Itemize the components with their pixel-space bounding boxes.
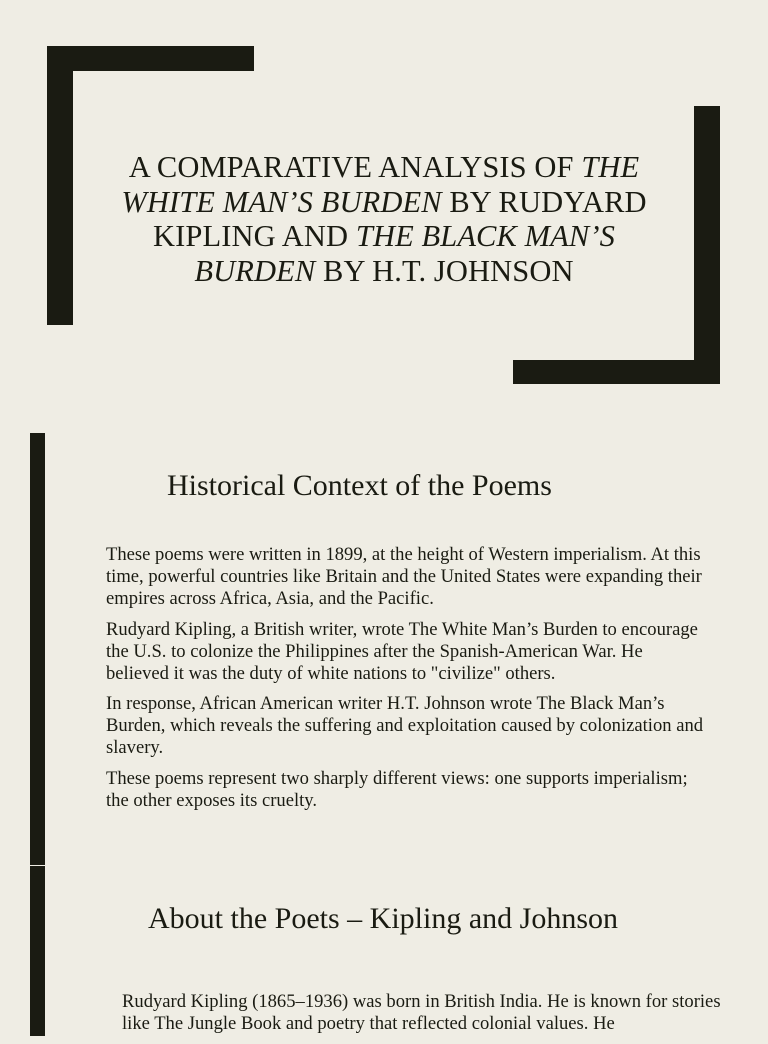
slide3-accent-bar xyxy=(30,866,45,1036)
frame-corner-top-left-vertical xyxy=(47,46,73,325)
slide3-body xyxy=(122,991,722,1044)
frame-corner-bottom-right-horizontal xyxy=(513,360,720,384)
slide2-paragraph: These poems represent two sharply different views: one supports imperialism; the other exposes its cruelty. xyxy=(106,767,688,811)
title-text-part5: BY H.T. JOHNSON xyxy=(315,253,574,288)
title-text-part1: A COMPARATIVE ANALYSIS OF xyxy=(128,150,582,184)
title-poem-johnson: THE BLACK MAN’S BURDEN xyxy=(194,219,615,288)
slide3-paragraph: Rudyard Kipling (1865–1936) was born in British India. He is known for stories like The Jungle Book and poetry that reflected colonial values. He xyxy=(122,991,721,1034)
frame-corner-bottom-right-vertical xyxy=(694,106,720,384)
title-poem-kipling: THE WHITE MAN’S BURDEN xyxy=(121,150,640,219)
slide2-paragraph: These poems were written in 1899, at the height of Western imperialism. At this time, powerful countries like Britain and the United States were expanding their empires across Africa, Asia, and the Pacific. xyxy=(106,544,702,609)
title-text-part3: BY RUDYARD KIPLING AND xyxy=(153,184,647,253)
presentation-title xyxy=(100,150,668,288)
slide3-heading: About the Poets – Kipling and Johnson xyxy=(148,902,618,935)
slide2-paragraph: Rudyard Kipling, a British writer, wrote The White Man’s Burden to encourage the U.S. to colonize the Philippines after the Spanish-American War. He believed it was the duty of white nations to "civilize" others. xyxy=(106,618,698,684)
slide2-paragraph: In response, African American writer H.T. Johnson wrote The Black Man’s Burden, which reveals the suffering and exploitation caused by colonization and slavery. xyxy=(106,693,704,758)
slide2-heading: Historical Context of the Poems xyxy=(167,469,552,502)
slide2-accent-bar xyxy=(30,433,45,865)
slide2-body xyxy=(106,544,706,820)
frame-corner-top-left-horizontal xyxy=(47,46,254,71)
